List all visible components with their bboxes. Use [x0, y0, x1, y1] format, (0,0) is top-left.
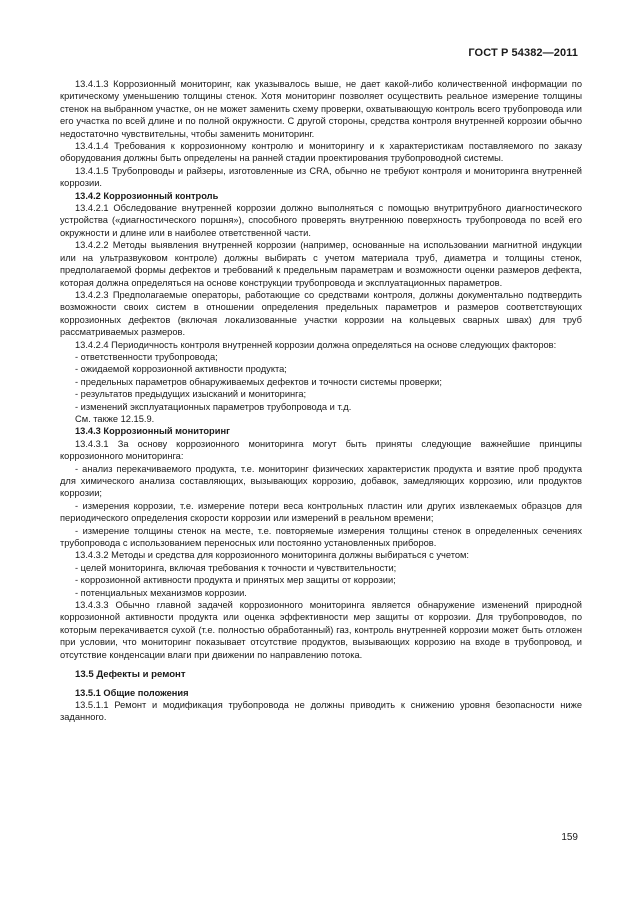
list-item: - измерения коррозии, т.е. измерение потери веса контрольных пластин или других извлекаемых образцов для периодического определения скорости коррозии или измерений в реальном времени; — [60, 500, 582, 524]
paragraph-13-4-2-2: 13.4.2.2 Методы выявления внутренней коррозии (например, основанные на использовании магнитной индукции или на ультразвуковом контроле) должны выбирать с учетом материала труб, диаметра и толщины стенок, предполагаемой формы дефектов и требований к предельным параметрам и возможности оценки размеров дефекта, которая должна определяться на основе конструкции трубопровода и эксплуатационных параметров. — [60, 240, 582, 288]
list-item: - ответственности трубопровода; — [75, 351, 218, 362]
list-item: - изменений эксплуатационных параметров трубопровода и т.д. — [75, 401, 352, 412]
page-content — [60, 78, 582, 724]
list-item: - ожидаемой коррозионной активности продукта; — [75, 364, 287, 375]
paragraph-13-4-2-4: 13.4.2.4 Периодичность контроля внутренней коррозии должна определяться на основе следующих факторов: — [75, 339, 557, 350]
paragraph-13-4-3-2: 13.4.3.2 Методы и средства для коррозионного мониторинга должны выбираться с учетом: — [75, 550, 470, 561]
heading-13-5: 13.5 Дефекты и ремонт — [75, 669, 186, 681]
page-number: 159 — [561, 832, 578, 843]
paragraph-13-4-1-4: 13.4.1.4 Требования к коррозионному контролю и мониторингу и к характеристикам поставляемого по заказу оборудования должны быть определены на ранней стадии проектирования трубопроводной системы. — [60, 141, 582, 164]
paragraph-13-4-1-3: 13.4.1.3 Коррозионный мониторинг, как указывалось выше, не дает какой-либо количественной информации по критическому уменьшению толщины стенок. Хотя мониторинг позволяет осуществить реальное измерение толщины стенок на выбранном участке, он не может заменить схему проверки, охватывающую контроль всего трубопровода или его участка по всей длине и по полной окружности. С другой стороны, средства контроля внутренней коррозии обычно недостаточно чувствительны, чтобы заменить мониторинг. — [60, 79, 582, 139]
heading-13-4-3: 13.4.3 Коррозионный мониторинг — [75, 426, 230, 437]
list-item: - результатов предыдущих изысканий и мониторинга; — [75, 389, 307, 400]
list-item: - предельных параметров обнаруживаемых дефектов и точности системы проверки; — [75, 376, 442, 387]
paragraph-13-4-2-1: 13.4.2.1 Обследование внутренней коррозии должно выполняться с помощью внутритрубного диагностического устройства («диагностического поршня»), способного проверять внутреннюю поверхность трубопровода по всей его окружности и длине или в наиболее ответственной части. — [60, 203, 582, 238]
list-item: - анализ перекачиваемого продукта, т.е. мониторинг физических характеристик продукта и взятие проб продукта для химического анализа составляющих, вызывающих коррозию, добавок, замедляющих коррозию, или продуктов коррозии; — [60, 463, 582, 499]
paragraph-13-4-2-3: 13.4.2.3 Предполагаемые операторы, работающие со средствами контроля, должны документально подтвердить возможности своих систем в отношении определения предельных параметров и размеров соответствующих коррозионных дефектов (включая локализованные участки коррозии на кольцевых сварных швах) для труб рассматриваемых размеров. — [60, 289, 582, 338]
list-item: - измерение толщины стенок на месте, т.е. повторяемые измерения толщины стенок в определенных сечениях трубопровода с использованием переносных или постоянно установленных приборов. — [60, 525, 582, 549]
list-item: - потенциальных механизмов коррозии. — [75, 587, 247, 598]
heading-13-5-1: 13.5.1 Общие положения — [75, 687, 189, 698]
paragraph-13-4-3-3: 13.4.3.3 Обычно главной задачей коррозионного мониторинга является обнаружение изменений природной коррозионной активности продукта или оценка эффективности мер защиты от коррозии. Для трубопроводов, по которым перекачивается сухой (т.е. полностью обработанный) газ, контроль внутренней коррозии может быть отложен при условии, что мониторинг показывает отсутствие продуктов, вызывающих коррозию на входе в трубопровод, и отсутствие конденсации влаги при движении по направлению потока. — [60, 600, 582, 660]
paragraph-13-4-3-1: 13.4.3.1 За основу коррозионного мониторинга могут быть приняты следующие важнейшие принципы коррозионного мониторинга: — [60, 438, 582, 462]
standard-header: ГОСТ Р 54382—2011 — [468, 47, 578, 59]
heading-13-4-2: 13.4.2 Коррозионный контроль — [75, 190, 219, 201]
paragraph-13-5-1-1: 13.5.1.1 Ремонт и модификация трубопровода не должны приводить к снижению уровня безопасности ниже заданного. — [60, 699, 582, 723]
paragraph-13-4-1-5: 13.4.1.5 Трубопроводы и райзеры, изготовленные из CRA, обычно не требуют контроля и мониторинга внутренней коррозии. — [60, 165, 582, 189]
see-also-reference: См. также 12.15.9. — [75, 413, 155, 424]
list-item: - целей мониторинга, включая требования к точности и чувствительности; — [75, 562, 397, 573]
list-item: - коррозионной активности продукта и принятых мер защиты от коррозии; — [75, 575, 396, 586]
